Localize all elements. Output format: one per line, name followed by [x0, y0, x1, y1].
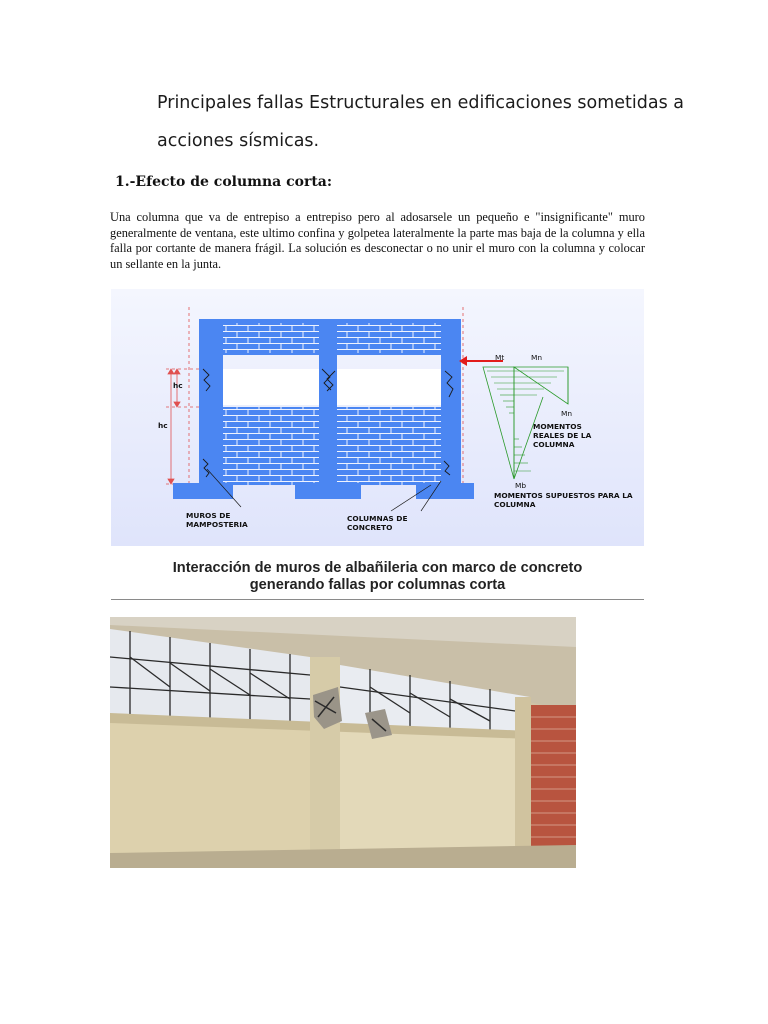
label-muros-mamposteria: MUROS DE MAMPOSTERIA [186, 511, 248, 529]
section-heading: 1.-Efecto de columna corta: [115, 174, 333, 190]
document-title [157, 84, 697, 160]
label-hc-tall: hc [158, 421, 168, 430]
damaged-columns-photo [110, 617, 576, 868]
title-line-2: acciones sísmicas. [157, 131, 320, 151]
label-mn: Mn [531, 353, 543, 362]
photo-drawing [110, 617, 576, 868]
upper-brick-panel-right [337, 323, 441, 353]
moment-hatch [487, 371, 564, 471]
label-mt: Mt [495, 353, 505, 362]
figure-caption [111, 560, 644, 594]
lower-brick-wall-left [223, 407, 319, 485]
column-right [441, 319, 461, 489]
short-column-diagram [111, 289, 644, 546]
label-momentos-reales: MOMENTOS REALES DE LA COLUMNA [533, 422, 592, 449]
section-paragraph: Una columna que va de entrepiso a entrepiso pero al adosarsele un pequeño e "insignificante" muro generalmente de ventana, este ultimo confina y golpetea lateralmente la parte mas baja de la columna y ella falla por cortante de manera frágil. La solución es desconectar o no unir el muro con la columna y colocar un sellante en la junta. [110, 210, 645, 271]
label-columnas-concreto: COLUMNAS DE CONCRETO [347, 514, 408, 532]
footing-left [173, 483, 233, 499]
caption-line-1: Interacción de muros de albañileria con marco de concreto [172, 560, 583, 576]
footing-middle [295, 483, 361, 499]
column-middle [319, 319, 337, 489]
upper-brick-panel-left [223, 323, 319, 353]
label-momentos-supuestos: MOMENTOS SUPUESTOS PARA LA COLUMNA [494, 491, 633, 509]
label-mb: Mb [515, 481, 527, 490]
label-mn-bottom: Mn [561, 409, 573, 418]
window-opening-right [337, 369, 441, 405]
footing-right [416, 483, 474, 499]
caption-divider [111, 599, 644, 600]
title-line-1: Principales fallas Estructurales en edificaciones sometidas a [157, 93, 685, 113]
window-opening-left [223, 369, 319, 405]
lower-brick-wall-right [337, 407, 441, 485]
label-hc-short: hc [173, 381, 183, 390]
column-left [199, 319, 223, 489]
caption-line-2: generando fallas por columnas corta [249, 577, 506, 593]
